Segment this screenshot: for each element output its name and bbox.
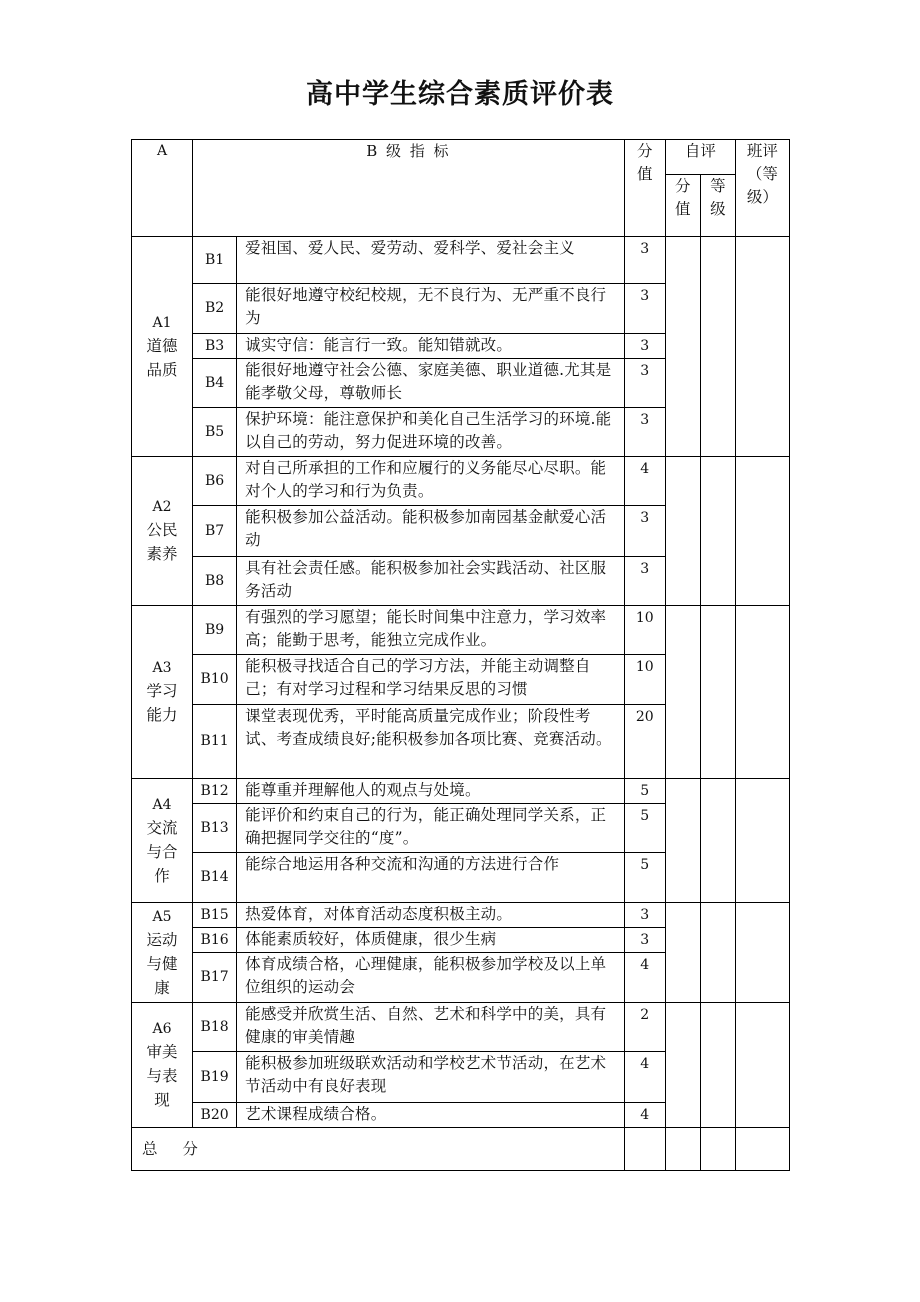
item-score: 5	[624, 853, 665, 903]
item-score: 5	[624, 779, 665, 804]
item-code: B20	[193, 1103, 237, 1128]
item-description: 爱祖国、爱人民、爱劳动、爱科学、爱社会主义	[237, 237, 625, 284]
item-score: 4	[624, 1103, 665, 1128]
item-score: 4	[624, 953, 665, 1003]
item-score: 3	[624, 903, 665, 928]
class-grade-input[interactable]	[735, 457, 789, 606]
item-code: B1	[193, 237, 237, 284]
item-code: B12	[193, 779, 237, 804]
category-name: 道德品质	[146, 336, 178, 379]
item-description: 能积极参加公益活动。能积极参加南园基金献爱心活动	[237, 506, 625, 557]
item-code: B15	[193, 903, 237, 928]
category-name: 公民素养	[146, 521, 178, 563]
class-grade-input[interactable]	[735, 237, 789, 457]
item-description: 能尊重并理解他人的观点与处境。	[237, 779, 625, 804]
item-score: 4	[624, 1052, 665, 1103]
item-description: 能积极参加班级联欢活动和学校艺术节活动，在艺术节活动中有良好表现	[237, 1052, 625, 1103]
self-score-input[interactable]	[665, 606, 700, 779]
item-score: 10	[624, 655, 665, 705]
item-description: 保护环境：能注意保护和美化自己生活学习的环境.能以自己的劳动，努力促进环境的改善。	[237, 408, 625, 457]
header-class-eval	[735, 140, 789, 237]
item-code: B7	[193, 506, 237, 557]
item-description: 能很好地遵守社会公德、家庭美德、职业道德.尤其是能孝敬父母，尊敬师长	[237, 359, 625, 408]
item-score: 3	[624, 506, 665, 557]
item-score: 10	[624, 606, 665, 655]
self-score-input[interactable]	[665, 779, 700, 903]
item-code: B6	[193, 457, 237, 506]
item-row	[132, 457, 790, 506]
item-row	[132, 237, 790, 284]
category-cell	[132, 457, 193, 606]
item-description: 体能素质较好，体质健康，很少生病	[237, 928, 625, 953]
header-self-score-label: 分值	[675, 177, 691, 218]
header-col-score	[624, 140, 665, 237]
page-title: 高中学生综合素质评价表	[306, 79, 614, 110]
item-description: 能很好地遵守校纪校规，无不良行为、无严重不良行为	[237, 284, 625, 334]
self-score-input[interactable]	[665, 457, 700, 606]
self-score-input[interactable]	[665, 237, 700, 457]
total-row	[132, 1128, 790, 1171]
item-score: 3	[624, 284, 665, 334]
item-code: B2	[193, 284, 237, 334]
item-description: 能评价和约束自己的行为，能正确处理同学关系，正确把握同学交往的“度”。	[237, 804, 625, 853]
evaluation-table-body	[132, 140, 790, 1171]
self-grade-input[interactable]	[700, 457, 735, 606]
class-grade-input[interactable]	[735, 903, 789, 1003]
total-self-grade-input[interactable]	[700, 1128, 735, 1171]
item-score: 3	[624, 557, 665, 606]
item-code: B8	[193, 557, 237, 606]
item-description: 具有社会责任感。能积极参加社会实践活动、社区服务活动	[237, 557, 625, 606]
header-class-eval-label: 班评（等级）	[746, 142, 778, 206]
item-score: 3	[624, 359, 665, 408]
category-code: A5	[152, 908, 172, 925]
class-grade-input[interactable]	[735, 779, 789, 903]
category-name: 学习能力	[146, 682, 178, 724]
header-self-grade	[700, 175, 735, 237]
category-name: 交流与合作	[146, 818, 178, 885]
category-code: A1	[152, 314, 172, 331]
header-self-eval: 自评	[665, 140, 735, 175]
item-code: B14	[193, 853, 237, 903]
category-cell	[132, 1003, 193, 1128]
item-row	[132, 606, 790, 655]
category-code: A6	[152, 1021, 172, 1037]
item-code: B18	[193, 1003, 237, 1052]
item-code: B4	[193, 359, 237, 408]
item-score: 2	[624, 1003, 665, 1052]
item-description: 热爱体育，对体育活动态度积极主动。	[237, 903, 625, 928]
header-col-score-label: 分值	[636, 142, 653, 183]
item-score: 3	[624, 408, 665, 457]
item-description: 艺术课程成绩合格。	[237, 1103, 625, 1128]
class-grade-input[interactable]	[735, 1003, 789, 1128]
item-description: 课堂表现优秀，平时能高质量完成作业；阶段性考试、考查成绩良好;能积极参加各项比赛、竞赛活动。	[237, 705, 625, 779]
item-score: 3	[624, 928, 665, 953]
category-cell	[132, 903, 193, 1003]
item-score: 20	[624, 705, 665, 779]
total-score-cell	[624, 1128, 665, 1171]
item-row	[132, 779, 790, 804]
category-cell	[132, 779, 193, 903]
self-grade-input[interactable]	[700, 779, 735, 903]
item-description: 能综合地运用各种交流和沟通的方法进行合作	[237, 853, 625, 903]
item-code: B10	[193, 655, 237, 705]
header-col-b: B 级 指 标	[193, 140, 625, 237]
item-description: 对自己所承担的工作和应履行的义务能尽心尽职。能对个人的学习和行为负责。	[237, 457, 625, 506]
item-description: 体育成绩合格，心理健康，能积极参加学校及以上单位组织的运动会	[237, 953, 625, 1003]
item-description: 诚实守信：能言行一致。能知错就改。	[237, 334, 625, 359]
self-grade-input[interactable]	[700, 606, 735, 779]
category-name: 审美与表现	[146, 1043, 178, 1109]
total-class-grade-input[interactable]	[735, 1128, 789, 1171]
item-score: 3	[624, 334, 665, 359]
header-self-grade-label: 等级	[710, 177, 726, 218]
self-score-input[interactable]	[665, 903, 700, 1003]
total-label: 总 分	[132, 1128, 625, 1171]
category-code: A3	[152, 660, 172, 676]
item-description: 能感受并欣赏生活、自然、艺术和科学中的美，具有健康的审美情趣	[237, 1003, 625, 1052]
item-score: 4	[624, 457, 665, 506]
item-code: B5	[193, 408, 237, 457]
item-code: B16	[193, 928, 237, 953]
item-row	[132, 903, 790, 928]
category-name: 运动与健康	[146, 930, 178, 997]
evaluation-table	[131, 139, 790, 1171]
category-cell	[132, 237, 193, 457]
category-code: A2	[152, 499, 172, 515]
class-grade-input[interactable]	[735, 606, 789, 779]
self-grade-input[interactable]	[700, 903, 735, 1003]
item-code: B17	[193, 953, 237, 1003]
category-cell	[132, 606, 193, 779]
item-score: 5	[624, 804, 665, 853]
item-code: B11	[193, 705, 237, 779]
item-description: 能积极寻找适合自己的学习方法，并能主动调整自己；有对学习过程和学习结果反思的习惯	[237, 655, 625, 705]
total-self-score-input[interactable]	[665, 1128, 700, 1171]
header-row	[132, 140, 790, 175]
header-col-a: A	[132, 140, 193, 237]
header-self-score	[665, 175, 700, 237]
item-code: B9	[193, 606, 237, 655]
self-grade-input[interactable]	[700, 237, 735, 457]
item-code: B13	[193, 804, 237, 853]
item-score: 3	[624, 237, 665, 284]
category-code: A4	[152, 796, 172, 813]
self-grade-input[interactable]	[700, 1003, 735, 1128]
item-row	[132, 1003, 790, 1052]
item-code: B3	[193, 334, 237, 359]
item-code: B19	[193, 1052, 237, 1103]
item-description: 有强烈的学习愿望；能长时间集中注意力，学习效率高；能勤于思考，能独立完成作业。	[237, 606, 625, 655]
self-score-input[interactable]	[665, 1003, 700, 1128]
